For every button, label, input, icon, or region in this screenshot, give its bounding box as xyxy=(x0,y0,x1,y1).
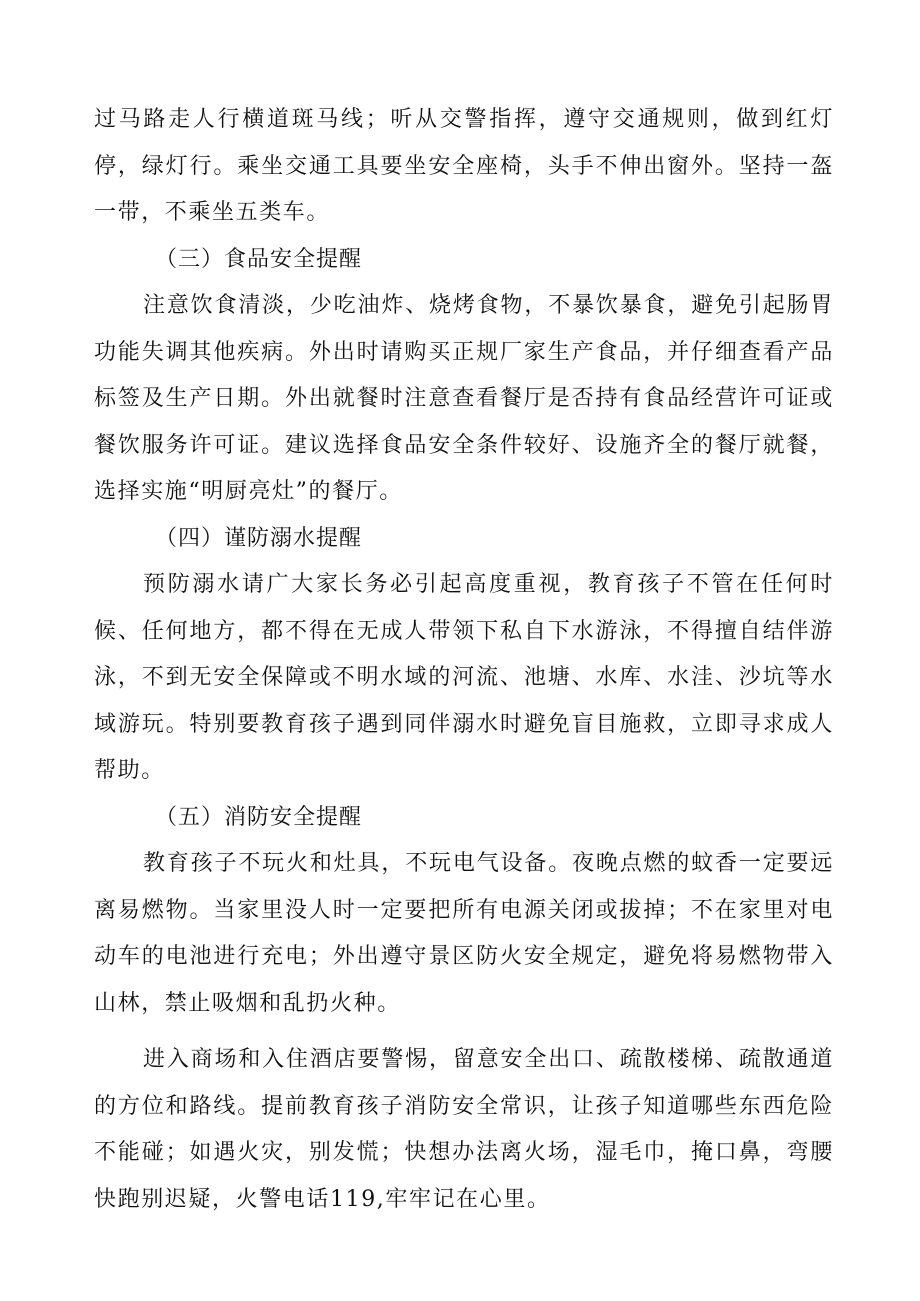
fire-safety-paragraph-2: 进入商场和入住酒店要警惕，留意安全出口、疏散楼梯、疏散通道的方位和路线。提前教育孩子消防安全常识，让孩子知道哪些东西危险不能碰；如遇火灾，别发慌；快想办法离火场，湿毛巾，掩口鼻，弯腰快跑别迟疑，火警电话119,牢牢记在心里。 xyxy=(94,1047,834,1212)
drowning-prevention-heading: （四）谨防溺水提醒 xyxy=(155,525,363,551)
paragraph-gap xyxy=(94,1027,834,1037)
traffic-safety-paragraph: 过马路走人行横道斑马线；听从交警指挥，遵守交通规则，做到红灯停，绿灯行。乘坐交通工具要坐安全座椅，头手不伸出窗外。坚持一盔一带，不乘坐五类车。 xyxy=(94,107,834,225)
fire-safety-paragraph-1: 教育孩子不玩火和灶具，不玩电气设备。夜晚点燃的蚊香一定要远离易燃物。当家里没人时一定要把所有电源关闭或拔掉；不在家里对电动车的电池进行充电；外出遵守景区防火安全规定，避免将易燃物带入山林，禁止吸烟和乱扔火种。 xyxy=(94,851,834,1016)
document-page xyxy=(94,97,834,1223)
fire-safety-heading: （五）消防安全提醒 xyxy=(155,804,363,830)
drowning-prevention-paragraph: 预防溺水请广大家长务必引起高度重视，教育孩子不管在任何时候、任何地方，都不得在无成人带领下私自下水游泳，不得擅自结伴游泳，不到无安全保障或不明水域的河流、池塘、水库、水洼、沙坑等水域游玩。特别要教育孩子遇到同伴溺水时避免盲目施救，立即寻求成人帮助。 xyxy=(94,572,834,783)
food-safety-heading: （三）食品安全提醒 xyxy=(155,246,363,272)
food-safety-paragraph: 注意饮食清淡，少吃油炸、烧烤食物，不暴饮暴食，避免引起肠胃功能失调其他疾病。外出时请购买正规厂家生产食品，并仔细查看产品标签及生产日期。外出就餐时注意查看餐厅是否持有食品经营许可证或餐饮服务许可证。建议选择食品安全条件较好、设施齐全的餐厅就餐，选择实施“明厨亮灶”的餐厅。 xyxy=(94,293,834,504)
